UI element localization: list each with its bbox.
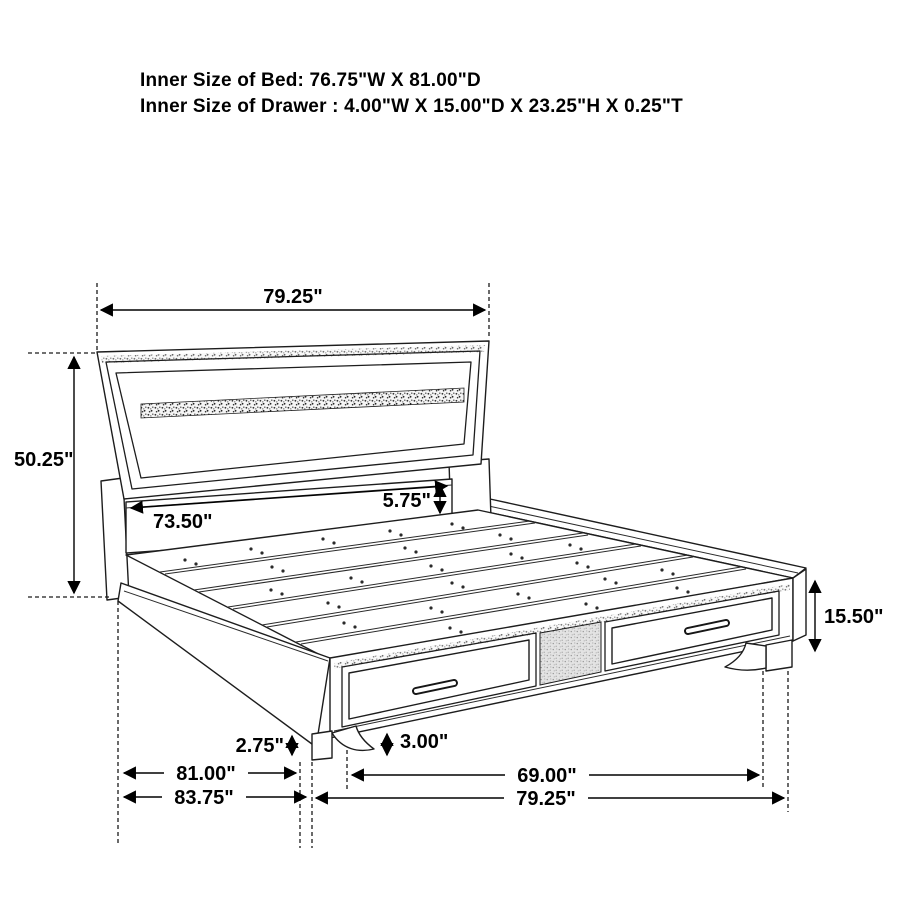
dim-footboard-height — [815, 581, 884, 651]
dim-inner-depth-label: 81.00" — [176, 763, 236, 785]
dim-inner-depth — [124, 762, 296, 785]
dim-outer-depth-label: 83.75" — [174, 787, 234, 809]
dim-footboard-width — [316, 787, 784, 810]
dim-outer-depth — [124, 786, 306, 809]
bed-illustration — [97, 341, 806, 760]
bed-inner-size-text: Inner Size of Bed: 76.75"W X 81.00"D — [140, 70, 481, 91]
dim-headboard-height-label: 50.25" — [14, 449, 74, 471]
dim-foot-inset-label: 3.00" — [400, 731, 449, 753]
dim-headboard-width-label: 79.25" — [263, 286, 323, 308]
footboard-end-cap — [793, 569, 806, 641]
dim-headboard-width — [97, 283, 489, 350]
dim-base-rail-height-label: 5.75" — [382, 490, 431, 512]
dim-headboard-inner-width-label: 73.50" — [153, 511, 213, 533]
drawer-inner-size-text: Inner Size of Drawer : 4.00"W X 15.00"D X 23.25"H X 0.25"T — [140, 96, 683, 117]
dim-foot-inset — [387, 731, 448, 755]
dim-footboard-height-label: 15.50" — [824, 606, 884, 628]
dim-foot-trim-label: 2.75" — [235, 735, 284, 757]
dim-foot-trim — [236, 735, 292, 757]
dim-footboard-width-label: 79.25" — [516, 788, 576, 810]
headboard — [97, 341, 489, 499]
dim-drawer-section-label: 69.00" — [517, 765, 577, 787]
dim-drawer-section — [352, 764, 759, 787]
dim-headboard-height — [14, 353, 110, 597]
